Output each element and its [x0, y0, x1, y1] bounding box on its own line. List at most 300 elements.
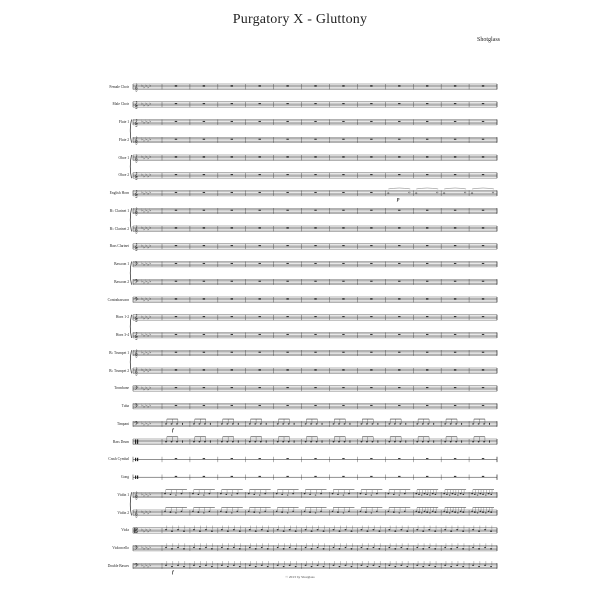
note-head [449, 494, 451, 495]
note-head [394, 423, 396, 424]
whole-rest [398, 103, 400, 104]
note-head [276, 511, 278, 512]
flat-icon: ♭ [145, 242, 148, 248]
note-head [171, 566, 173, 567]
flat-icon: ♭ [145, 509, 148, 515]
slur [444, 188, 466, 189]
flat-icon: ♭ [145, 296, 148, 302]
instrument-label: Trombone [114, 386, 129, 391]
note-head [305, 529, 307, 530]
note-head [333, 529, 335, 530]
note-head [343, 512, 345, 513]
note-head [367, 548, 369, 549]
flat-icon: ♭ [149, 367, 152, 373]
whole-rest [426, 121, 428, 122]
whole-rest [370, 121, 372, 122]
whole-rest [482, 458, 484, 459]
whole-rest [259, 85, 261, 86]
note-head [249, 547, 251, 548]
whole-rest [231, 458, 233, 459]
note-head [394, 530, 396, 531]
instrument-label: Double Basses [107, 563, 129, 568]
whole-rest [426, 210, 428, 211]
flat-icon: ♭ [145, 562, 148, 568]
note-head [310, 423, 312, 424]
note-head [478, 530, 480, 531]
whole-rest [175, 192, 177, 193]
note-head [388, 565, 390, 566]
note-head [474, 494, 476, 495]
note-head [338, 441, 340, 442]
flat-icon: ♭ [147, 297, 150, 303]
score-title: Purgatory X - Gluttony [232, 12, 368, 27]
note-head [239, 566, 241, 567]
whole-rest [203, 405, 205, 406]
note-head [462, 530, 464, 531]
note-head [456, 529, 458, 530]
note-head [226, 511, 228, 512]
whole-rest [286, 316, 288, 317]
percussion-clef-icon [135, 458, 136, 461]
flat-icon: ♭ [141, 296, 143, 302]
instrument-label: Crash Cymbal [108, 457, 129, 462]
quarter-rest [238, 423, 239, 425]
note-head [277, 441, 279, 442]
flat-icon: ♭ [149, 420, 152, 426]
whole-rest [398, 352, 400, 353]
note-head [482, 494, 484, 495]
whole-rest [175, 227, 177, 228]
note-head [332, 511, 334, 512]
whole-rest [203, 298, 205, 299]
note-head [177, 565, 179, 566]
note-head [267, 548, 269, 549]
note-head [227, 566, 229, 567]
whole-rest [370, 458, 372, 459]
quarter-rest [266, 423, 267, 425]
whole-rest [342, 139, 344, 140]
note-head [399, 441, 401, 442]
whole-rest [426, 156, 428, 157]
note-head [393, 511, 395, 512]
note-head [176, 423, 178, 424]
note-head [320, 511, 322, 512]
note-head [264, 493, 266, 494]
flat-icon: ♭ [147, 155, 150, 161]
note-head [415, 511, 417, 512]
note-head [388, 441, 390, 442]
flat-icon: ♭ [143, 528, 145, 534]
note-head [426, 511, 428, 512]
clef-icon: 𝄞 [134, 331, 139, 340]
note-head [192, 493, 194, 494]
note-head [304, 493, 306, 494]
whole-rest [203, 476, 205, 477]
whole-rest [482, 103, 484, 104]
whole-rest [231, 281, 233, 282]
note-head [404, 511, 406, 512]
note-head [204, 423, 206, 424]
whole-rest [342, 334, 344, 335]
flat-icon: ♭ [141, 242, 143, 248]
quarter-rest [210, 423, 211, 425]
flat-icon: ♭ [147, 226, 150, 232]
whole-rest [426, 139, 428, 140]
instrument-label: Bass Clarinet [109, 244, 129, 249]
note-head [406, 566, 408, 567]
flat-icon: ♭ [149, 242, 152, 248]
whole-rest [342, 174, 344, 175]
note-head [457, 512, 459, 513]
whole-rest [203, 174, 205, 175]
flat-icon: ♭ [143, 137, 145, 143]
whole-rest [259, 369, 261, 370]
note-head [317, 529, 319, 530]
whole-rest [259, 458, 261, 459]
note-head [398, 494, 400, 495]
note-head [295, 548, 297, 549]
note-head [432, 493, 434, 494]
whole-rest [175, 210, 177, 211]
percussion-clef-icon [135, 440, 136, 444]
whole-rest [286, 458, 288, 459]
instrument-label: Violin 2 [117, 510, 129, 515]
whole-rest [398, 369, 400, 370]
note-head [345, 547, 347, 548]
note-head [292, 493, 294, 494]
flat-icon: ♭ [141, 544, 143, 550]
flat-icon: ♭ [145, 118, 148, 124]
flat-icon: ♭ [149, 402, 152, 408]
whole-rest [426, 316, 428, 317]
note-head [464, 192, 466, 193]
flat-icon: ♭ [147, 102, 150, 108]
note-head [175, 512, 177, 513]
note-head [427, 441, 429, 442]
whole-rest [482, 85, 484, 86]
whole-rest [203, 139, 205, 140]
flat-icon: ♭ [141, 562, 143, 568]
flat-icon: ♭ [147, 208, 150, 214]
note-head [170, 511, 172, 512]
flat-icon: ♭ [145, 349, 148, 355]
whole-rest [342, 298, 344, 299]
note-head [379, 566, 381, 567]
note-head [283, 566, 285, 567]
note-head [478, 566, 480, 567]
whole-rest [231, 352, 233, 353]
note-head [317, 547, 319, 548]
note-head [176, 441, 178, 442]
note-head [456, 547, 458, 548]
whole-rest [203, 85, 205, 86]
note-head [450, 423, 452, 424]
flat-icon: ♭ [141, 260, 143, 266]
clef-icon: 𝄢 [134, 420, 139, 429]
note-head [427, 423, 429, 424]
whole-rest [454, 139, 456, 140]
note-head [455, 423, 457, 424]
flat-icon: ♭ [143, 315, 145, 321]
whole-rest [370, 369, 372, 370]
flat-icon: ♭ [149, 509, 152, 515]
note-head [205, 565, 207, 566]
note-head [255, 530, 257, 531]
note-head [416, 529, 418, 530]
whole-rest [203, 369, 205, 370]
note-head [422, 530, 424, 531]
note-head [388, 493, 390, 494]
whole-rest [314, 85, 316, 86]
note-head [372, 441, 374, 442]
note-head [463, 494, 465, 495]
note-head [408, 192, 410, 193]
whole-rest [454, 298, 456, 299]
note-head [261, 565, 263, 566]
note-head [181, 511, 183, 512]
whole-rest [370, 139, 372, 140]
note-head [404, 493, 406, 494]
flat-icon: ♭ [149, 349, 152, 355]
note-head [460, 493, 462, 494]
flat-icon: ♭ [149, 118, 152, 124]
note-head [249, 441, 251, 442]
instrument-label: B♭ Clarinet 1 [109, 208, 129, 213]
whole-rest [426, 405, 428, 406]
note-head [457, 494, 459, 495]
whole-rest [370, 227, 372, 228]
note-head [365, 511, 367, 512]
clef-icon: 𝄞 [134, 101, 139, 110]
flat-icon: ♭ [147, 244, 150, 250]
note-head [399, 423, 401, 424]
quarter-rest [266, 441, 267, 443]
flat-icon: ♭ [147, 279, 150, 285]
whole-rest [314, 174, 316, 175]
whole-rest [342, 227, 344, 228]
whole-rest [482, 174, 484, 175]
whole-rest [175, 121, 177, 122]
note-head [351, 548, 353, 549]
flat-icon: ♭ [147, 333, 150, 339]
whole-rest [398, 156, 400, 157]
note-head [309, 511, 311, 512]
note-head [393, 494, 395, 495]
flat-icon: ♭ [147, 350, 150, 356]
flat-icon: ♭ [145, 171, 148, 177]
flat-icon: ♭ [143, 510, 145, 516]
note-head [446, 511, 448, 512]
whole-rest [175, 458, 177, 459]
whole-rest [231, 298, 233, 299]
whole-rest [175, 352, 177, 353]
whole-rest [426, 298, 428, 299]
note-head [177, 529, 179, 530]
note-head [388, 423, 390, 424]
note-head [480, 493, 482, 494]
note-head [211, 530, 213, 531]
note-head [444, 565, 446, 566]
note-head [480, 511, 482, 512]
whole-rest [454, 316, 456, 317]
flat-icon: ♭ [141, 118, 143, 124]
note-head [366, 441, 368, 442]
dynamic-forte: f [172, 570, 174, 576]
note-head [456, 565, 458, 566]
whole-rest [454, 458, 456, 459]
whole-rest [175, 103, 177, 104]
note-head [348, 511, 350, 512]
flat-icon: ♭ [143, 368, 145, 374]
whole-rest [342, 387, 344, 388]
slur [472, 188, 494, 189]
note-head [203, 512, 205, 513]
note-head [199, 530, 201, 531]
whole-rest [259, 192, 261, 193]
whole-rest [370, 298, 372, 299]
flat-icon: ♭ [143, 297, 145, 303]
note-head [351, 530, 353, 531]
flat-icon: ♭ [141, 83, 143, 89]
instrument-label: Horn 1-2 [115, 315, 129, 320]
whole-rest [203, 227, 205, 228]
dynamic-piano: p [397, 197, 400, 203]
note-head [183, 548, 185, 549]
flat-icon: ♭ [145, 313, 148, 319]
flat-icon: ♭ [145, 278, 148, 284]
flat-icon: ♭ [145, 225, 148, 231]
note-head [264, 511, 266, 512]
whole-rest [454, 369, 456, 370]
whole-rest [259, 281, 261, 282]
quarter-rest [322, 441, 323, 443]
note-head [289, 529, 291, 530]
note-head [236, 511, 238, 512]
note-head [323, 566, 325, 567]
note-head [165, 565, 167, 566]
flat-icon: ♭ [149, 526, 152, 532]
note-head [253, 511, 255, 512]
instrument-label: Contrabassoon [107, 297, 129, 302]
note-head [343, 494, 345, 495]
whole-rest [259, 387, 261, 388]
whole-rest [314, 316, 316, 317]
whole-rest [231, 85, 233, 86]
note-head [394, 441, 396, 442]
flat-icon: ♭ [143, 84, 145, 90]
note-head [478, 441, 480, 442]
note-head [255, 548, 257, 549]
note-head [316, 441, 318, 442]
whole-rest [259, 174, 261, 175]
instrument-label: Tuba [121, 404, 129, 408]
flat-icon: ♭ [143, 563, 145, 569]
flat-icon: ♭ [145, 260, 148, 266]
whole-rest [454, 334, 456, 335]
note-head [361, 441, 363, 442]
whole-rest [426, 476, 428, 477]
note-head [193, 547, 195, 548]
whole-rest [259, 139, 261, 140]
whole-rest [370, 174, 372, 175]
note-head [361, 547, 363, 548]
note-head [249, 423, 251, 424]
whole-rest [259, 298, 261, 299]
flat-icon: ♭ [143, 262, 145, 268]
flat-icon: ♭ [147, 510, 150, 516]
flat-icon: ♭ [147, 137, 150, 143]
whole-rest [398, 334, 400, 335]
note-head [255, 566, 257, 567]
note-head [477, 512, 479, 513]
flat-icon: ♭ [141, 154, 143, 160]
flat-icon: ♭ [149, 83, 152, 89]
note-head [351, 566, 353, 567]
whole-rest [370, 476, 372, 477]
whole-rest [482, 369, 484, 370]
note-head [259, 512, 261, 513]
note-head [415, 493, 417, 494]
flat-icon: ♭ [141, 278, 143, 284]
note-head [198, 511, 200, 512]
note-head [398, 512, 400, 513]
brace [130, 492, 131, 515]
note-head [283, 530, 285, 531]
clef-icon: 𝄞 [134, 509, 139, 518]
note-head [485, 512, 487, 513]
whole-rest [175, 405, 177, 406]
note-head [226, 494, 228, 495]
whole-rest [175, 334, 177, 335]
whole-rest [482, 352, 484, 353]
whole-rest [426, 85, 428, 86]
note-head [367, 566, 369, 567]
whole-rest [314, 121, 316, 122]
whole-rest [314, 139, 316, 140]
note-head [232, 423, 234, 424]
whole-rest [314, 245, 316, 246]
clef-icon: 𝄞 [134, 349, 139, 358]
whole-rest [314, 387, 316, 388]
note-head [227, 548, 229, 549]
whole-rest [342, 405, 344, 406]
flat-icon: ♭ [141, 491, 143, 497]
note-head [492, 192, 494, 193]
flat-icon: ♭ [143, 173, 145, 179]
flat-icon: ♭ [141, 313, 143, 319]
note-head [248, 511, 250, 512]
clef-icon: 𝄞 [134, 314, 139, 323]
note-head [165, 423, 167, 424]
whole-rest [370, 352, 372, 353]
note-head [365, 494, 367, 495]
whole-rest [314, 369, 316, 370]
whole-rest [342, 263, 344, 264]
whole-rest [342, 281, 344, 282]
clef-icon: 𝄞 [134, 154, 139, 163]
flat-icon: ♭ [143, 421, 145, 427]
note-head [199, 566, 201, 567]
flat-icon: ♭ [143, 120, 145, 126]
whole-rest [454, 156, 456, 157]
flat-icon: ♭ [147, 84, 150, 90]
note-head [418, 511, 420, 512]
slur [388, 188, 410, 189]
note-head [220, 511, 222, 512]
flat-icon: ♭ [145, 367, 148, 373]
note-head [205, 529, 207, 530]
flat-icon: ♭ [141, 526, 143, 532]
